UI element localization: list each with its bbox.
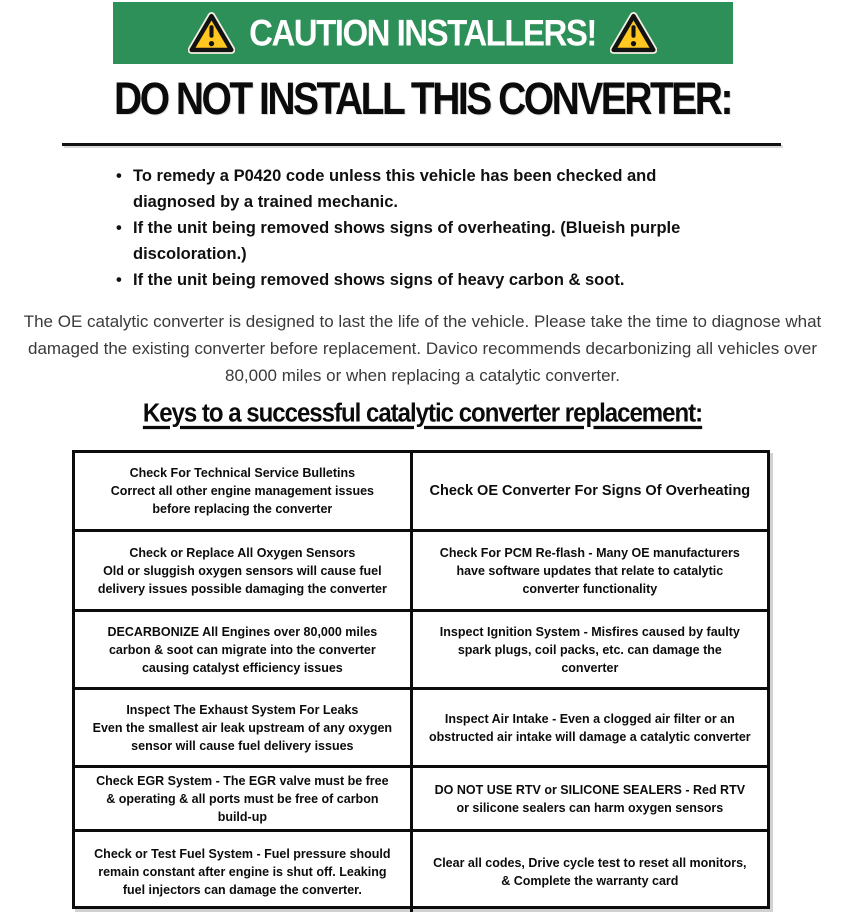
table-cell xyxy=(75,690,413,768)
warning-bullet-item: • If the unit being removed shows signs of overheating. (Blueish purple discoloration.) xyxy=(133,215,725,267)
warning-bullet-item: • To remedy a P0420 code unless this vehicle has been checked and diagnosed by a trained mechanic. xyxy=(133,163,725,215)
divider-rule xyxy=(62,143,781,146)
caution-banner xyxy=(113,2,733,64)
table-cell xyxy=(75,532,413,612)
cell-body: Old or sluggish oxygen sensors will cause fuel delivery issues possible damaging the converter xyxy=(97,563,387,596)
cell-body: DECARBONIZE All Engines over 80,000 miles carbon & soot can migrate into the converter causing catalyst efficiency issues xyxy=(107,624,378,675)
cell-body: Inspect Ignition System - Misfires caused by faulty spark plugs, coil packs, etc. can damage the converter xyxy=(439,624,740,675)
cell-body: Inspect Air Intake - Even a clogged air filter or an obstructed air intake will damage a catalytic converter xyxy=(429,711,751,744)
cell-title: Check For Technical Service Bulletins xyxy=(129,466,356,480)
banner-title: CAUTION INSTALLERS! xyxy=(249,11,596,54)
keys-heading xyxy=(0,400,845,434)
keys-heading-text: Keys to a successful catalytic converter replacement: xyxy=(142,398,703,429)
table-cell xyxy=(413,832,767,912)
page-title-text: DO NOT INSTALL THIS CONVERTER: xyxy=(114,74,731,125)
cell-title: Inspect The Exhaust System For Leaks xyxy=(126,702,359,717)
table-cell xyxy=(413,768,767,832)
caution-flyer xyxy=(0,2,845,921)
cell-body: Check or Test Fuel System - Fuel pressure should remain constant after engine is shut off. Leaking fuel injectors can damage the converter. xyxy=(94,847,391,897)
cell-body: Even the smallest air leak upstream of any oxygen sensor will cause fuel delivery issues xyxy=(92,720,393,753)
cell-body: Check For PCM Re-flash - Many OE manufacturers have software updates that relate to catalytic converter functionality xyxy=(439,545,740,596)
table-cell xyxy=(413,690,767,768)
table-cell xyxy=(75,832,413,912)
cell-body: Check OE Converter For Signs Of Overheating xyxy=(429,483,751,499)
warning-bullet-list xyxy=(133,163,725,293)
warning-triangle-icon xyxy=(188,12,235,54)
warning-bullet-item: • If the unit being removed shows signs of heavy carbon & soot. xyxy=(133,267,725,293)
page-title xyxy=(0,74,845,130)
table-cell xyxy=(413,453,767,532)
cell-title: Check or Replace All Oxygen Sensors xyxy=(129,545,356,560)
cell-body: Check EGR System - The EGR valve must be free & operating & all ports must be free of carbon build-up xyxy=(96,773,389,824)
table-cell xyxy=(75,453,413,532)
cell-body: DO NOT USE RTV or SILICONE SEALERS - Red RTV or silicone sealers can harm oxygen sensors xyxy=(434,782,746,815)
table-cell xyxy=(75,612,413,690)
keys-table xyxy=(72,450,770,909)
warning-triangle-icon xyxy=(610,12,657,54)
cell-body: Clear all codes, Drive cycle test to reset all monitors, & Complete the warranty card xyxy=(433,856,747,888)
table-cell xyxy=(413,532,767,612)
advisory-paragraph: The OE catalytic converter is designed to last the life of the vehicle. Please take the time to diagnose what damaged the existing converter before replacement. Davico recommends decarbonizing all vehicles over 80,000 miles or when replacing a catalytic converter. xyxy=(23,312,822,385)
cell-body: Correct all other engine management issues before replacing the converter xyxy=(110,484,374,516)
table-cell xyxy=(75,768,413,832)
table-cell xyxy=(413,612,767,690)
